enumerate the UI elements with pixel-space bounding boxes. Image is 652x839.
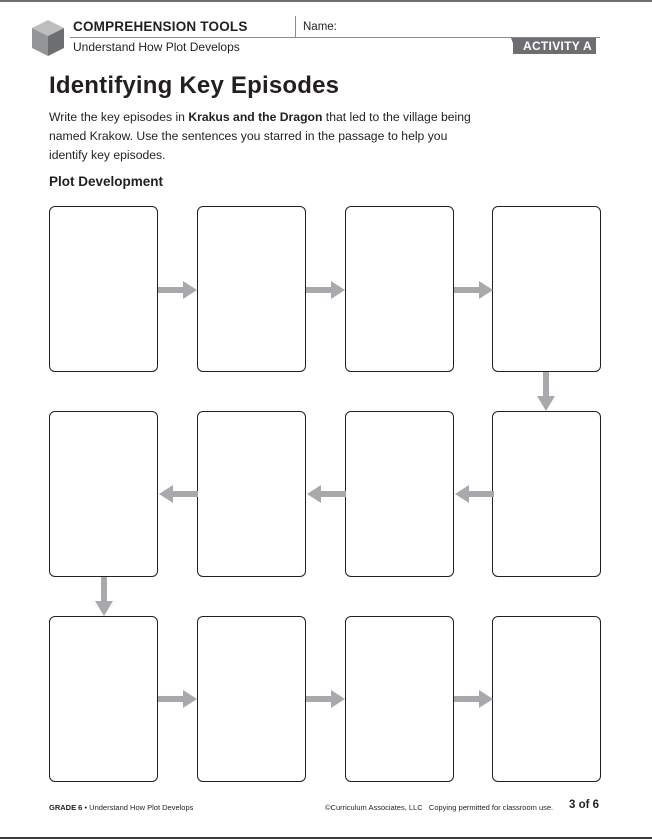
- episode-box-9[interactable]: [49, 616, 158, 782]
- arrow-left-icon: [306, 484, 346, 504]
- footer-permission: Copying permitted for classroom use.: [428, 803, 554, 812]
- header-divider: [295, 16, 296, 37]
- episode-box-11[interactable]: [345, 616, 454, 782]
- activity-badge: ACTIVITY A: [513, 38, 596, 54]
- section-heading: Plot Development: [49, 174, 164, 189]
- cube-logo-icon: [30, 18, 66, 58]
- episode-box-4[interactable]: [492, 206, 601, 372]
- header-subtitle: Understand How Plot Develops: [73, 40, 240, 54]
- episode-box-5[interactable]: [492, 411, 601, 577]
- arrow-right-icon: [454, 280, 494, 300]
- arrow-down-icon: [536, 372, 556, 412]
- header-brand-title: COMPREHENSION TOOLS: [73, 19, 248, 34]
- episode-box-10[interactable]: [197, 616, 306, 782]
- episode-box-8[interactable]: [49, 411, 158, 577]
- episode-box-12[interactable]: [492, 616, 601, 782]
- instructions: [49, 108, 489, 165]
- arrow-left-icon: [454, 484, 494, 504]
- arrow-right-icon: [454, 689, 494, 709]
- instructions-after: that led to the village being named Krakow. Use the sentences you starred in the passage to help you identify key episodes.: [49, 110, 471, 162]
- footer-copyright: ©Curriculum Associates, LLC: [325, 803, 423, 812]
- arrow-right-icon: [306, 689, 346, 709]
- page-number: 3 of 6: [569, 799, 600, 811]
- footer-right: [325, 803, 553, 812]
- episode-box-3[interactable]: [345, 206, 454, 372]
- footer-topic: Understand How Plot Develops: [89, 803, 194, 812]
- arrow-left-icon: [158, 484, 198, 504]
- arrow-right-icon: [158, 689, 198, 709]
- episode-box-1[interactable]: [49, 206, 158, 372]
- episode-box-2[interactable]: [197, 206, 306, 372]
- footer-bullet: •: [84, 803, 88, 812]
- episode-box-7[interactable]: [197, 411, 306, 577]
- arrow-right-icon: [306, 280, 346, 300]
- name-label: Name:: [303, 21, 337, 33]
- episode-box-6[interactable]: [345, 411, 454, 577]
- footer-grade: GRADE 6: [49, 803, 83, 812]
- top-border: [0, 0, 652, 2]
- book-title: Krakus and the Dragon: [188, 110, 323, 124]
- instructions-before: Write the key episodes in: [49, 110, 189, 124]
- arrow-right-icon: [158, 280, 198, 300]
- page-title: Identifying Key Episodes: [49, 72, 340, 99]
- footer-left: [49, 803, 193, 812]
- arrow-down-icon: [94, 577, 114, 617]
